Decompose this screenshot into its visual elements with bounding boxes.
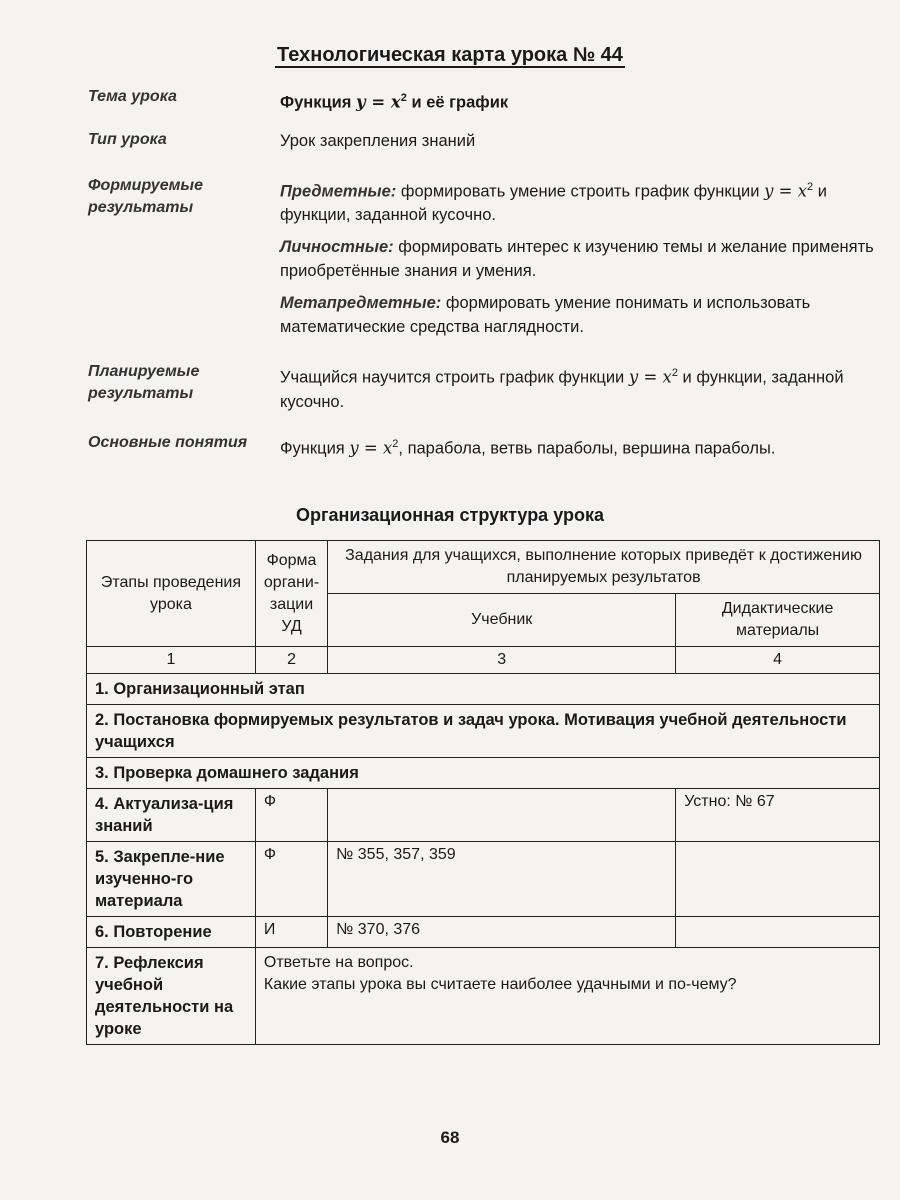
- concepts-row: [88, 432, 888, 461]
- table-row: 6. Повторение И № 370, 376: [87, 917, 880, 948]
- header-row: [87, 541, 880, 594]
- type-label: Тип урока: [88, 130, 167, 148]
- type-value: Урок закрепления знаний: [280, 131, 476, 150]
- concepts-label: Основные понятия: [88, 433, 248, 451]
- planned-value: Учащийся научится строить график функции $y = x^2$ и функции, заданной кусочно.: [280, 367, 844, 411]
- col-textbook: Учебник: [328, 594, 676, 647]
- lesson-info: [88, 86, 888, 474]
- col-didactic: Дидактические материалы: [676, 594, 880, 647]
- structure-title: Организационная структура урока: [296, 505, 604, 525]
- structure-table: [86, 540, 880, 1045]
- table-row: 4. Актуализа-ция знаний Ф Устно: № 67: [87, 789, 880, 842]
- page-number: 68: [440, 1128, 460, 1147]
- type-row: [88, 129, 888, 153]
- col-stages: Этапы проведения урока: [87, 541, 256, 647]
- results-row: [88, 175, 888, 348]
- table-row: 2. Постановка формируемых результатов и задач урока. Мотивация учебной деятельности учащихся: [87, 705, 880, 758]
- topic-value: Функция $y = x^2$ и её график: [280, 92, 509, 112]
- table-row: 5. Закрепле-ние изученно-го материала Ф № 355, 357, 359: [87, 842, 880, 917]
- page-title: Технологическая карта урока № 44: [277, 44, 623, 66]
- topic-row: [88, 86, 888, 115]
- topic-label: Тема урока: [88, 88, 177, 105]
- concepts-value: Функция $y = x^2$, парабола, ветвь параболы, вершина параболы.: [280, 437, 776, 457]
- table-row: 1. Организационный этап: [87, 674, 880, 705]
- results-value: Предметные: формировать умение строить график функции $y = x^2$ и функции, заданной кусочно. Личностные: формировать интерес к изучению темы и желание применять приобретённые знания и умения. Метапредметные: формировать умение понимать и использовать математические средства наглядности.: [280, 180, 874, 336]
- numbers-row: 1 2 3 4: [87, 647, 880, 674]
- table-row: 3. Проверка домашнего задания: [87, 758, 880, 789]
- planned-row: [88, 361, 888, 414]
- planned-label: Планируемые результаты: [88, 363, 200, 402]
- col-tasks: Задания для учащихся, выполнение которых приведёт к достижению планируемых результатов: [328, 541, 880, 594]
- results-label: Формируемые результаты: [88, 176, 203, 216]
- table-row: 7. Рефлексия учебной деятельности на уроке Ответьте на вопрос. Какие этапы урока вы считаете наиболее удачными и по-чему?: [87, 948, 880, 1045]
- col-form: Форма органи-зации УД: [255, 541, 327, 647]
